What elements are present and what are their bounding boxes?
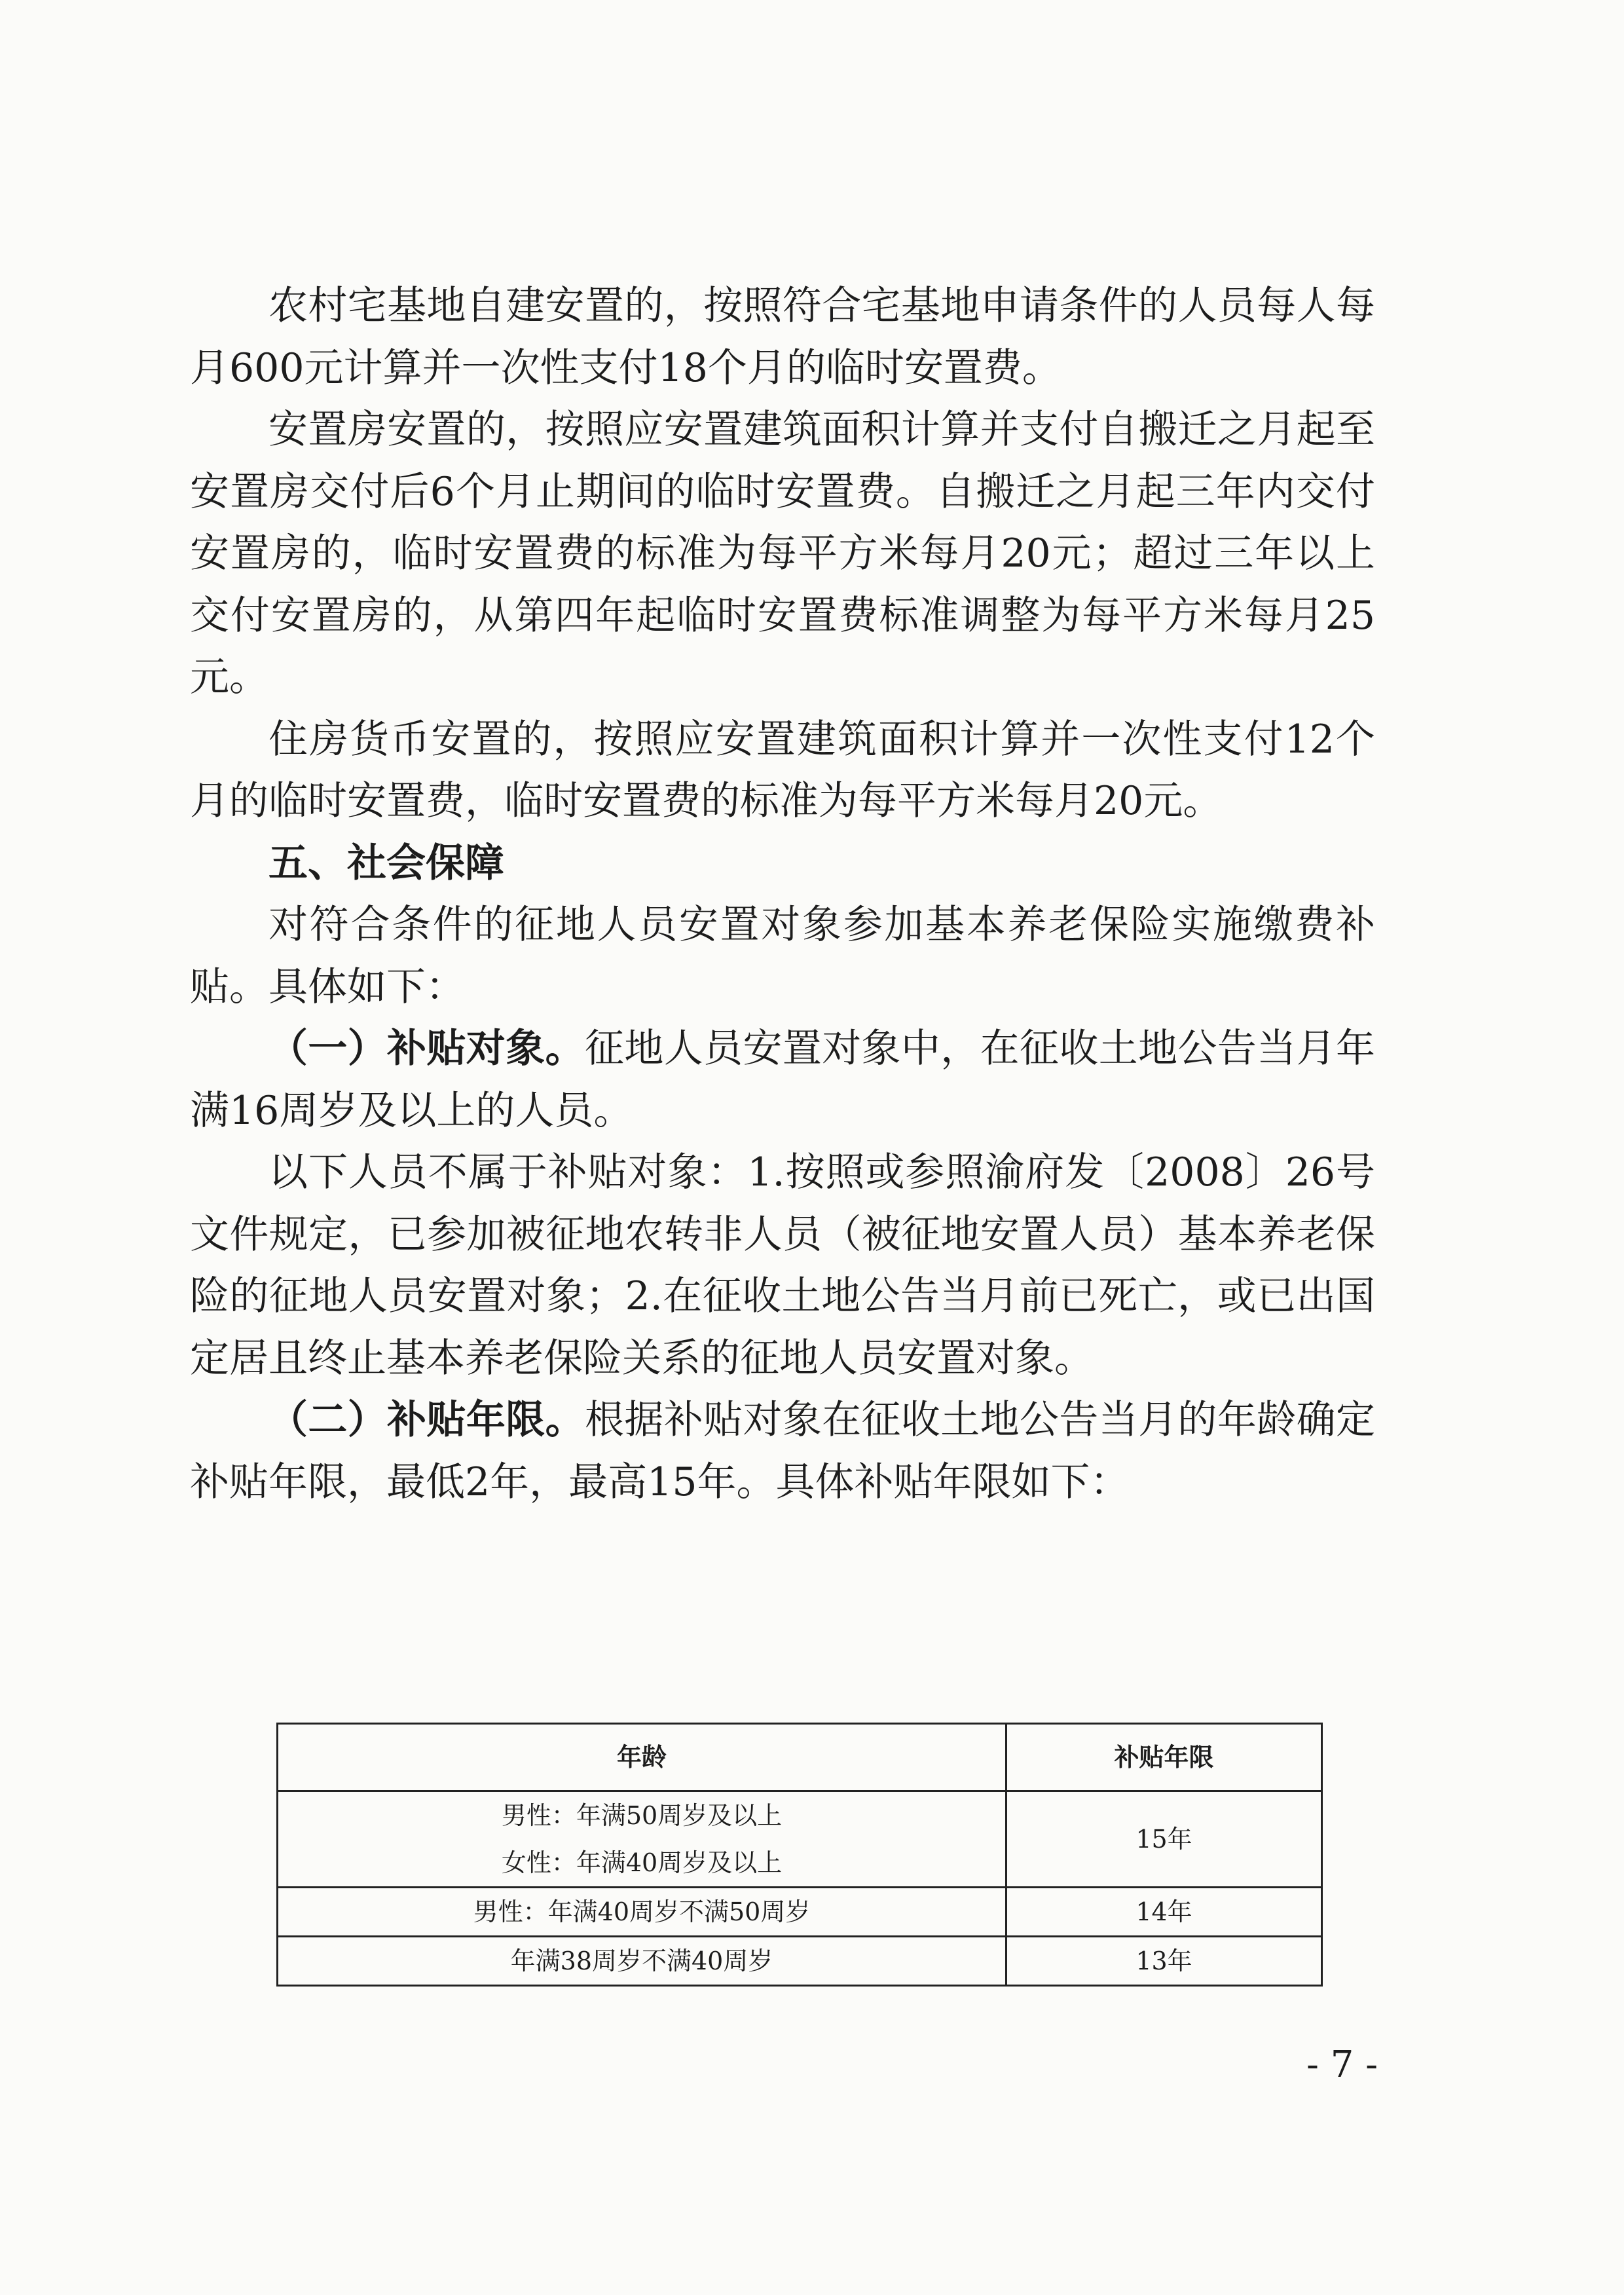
- paragraph-subsidy-intro: 对符合条件的征地人员安置对象参加基本养老保险实施缴费补贴。具体如下：: [190, 902, 1375, 1010]
- paragraph-homestead-resettlement: 农村宅基地自建安置的，按照符合宅基地申请条件的人员每人每月600元计算并一次性支付18个月的临时安置费。: [190, 283, 1375, 391]
- table-header-row: [278, 1724, 1322, 1791]
- age-line: 男性：年满50周岁及以上: [501, 1801, 783, 1830]
- age-cell: 男性：年满40周岁不满50周岁: [278, 1888, 1006, 1937]
- subsidy-target-label: （一）补贴对象。: [268, 1026, 585, 1072]
- years-cell: 15年: [1006, 1791, 1322, 1888]
- subsidy-target-text: 征地人员安置对象中，在征收土地公告当月年满16周岁及以上的人员。: [190, 1026, 1376, 1134]
- subsidy-years-label: （二）补贴年限。: [268, 1397, 585, 1443]
- years-cell: 13年: [1006, 1937, 1322, 1986]
- paragraph-exclusions: 以下人员不属于补贴对象：1.按照或参照渝府发〔2008〕26号文件规定，已参加被征地农转非人员（被征地安置人员）基本养老保险的征地人员安置对象；2.在征收土地公告当月前已死亡，或已出国定居且终止基本养老保险关系的征地人员安置对象。: [190, 1149, 1375, 1381]
- table-row: [278, 1791, 1322, 1888]
- document-body: [190, 275, 1375, 1513]
- subsidy-years-table: [276, 1723, 1323, 1987]
- age-line: 女性：年满40周岁及以上: [501, 1848, 783, 1877]
- paragraph-monetary-resettlement: 住房货币安置的，按照应安置建筑面积计算并一次性支付12个月的临时安置费，临时安置费的标准为每平方米每月20元。: [190, 716, 1375, 824]
- age-cell: [278, 1791, 1006, 1888]
- header-age: 年龄: [278, 1724, 1006, 1791]
- table-row: [278, 1937, 1322, 1986]
- age-cell: 年满38周岁不满40周岁: [278, 1937, 1006, 1986]
- paragraph-subsidy-years: [190, 1389, 1375, 1513]
- paragraph-subsidy-target: [190, 1018, 1375, 1142]
- years-cell: 14年: [1006, 1888, 1322, 1937]
- table-row: [278, 1888, 1322, 1937]
- header-subsidy-years: 补贴年限: [1006, 1724, 1322, 1791]
- page-number: - 7 -: [1306, 2043, 1378, 2086]
- subsidy-years-text: 根据补贴对象在征收土地公告当月的年龄确定补贴年限，最低2年，最高15年。具体补贴年限如下：: [190, 1397, 1376, 1505]
- section-heading-social-security: 五、社会保障: [268, 840, 504, 886]
- paragraph-housing-resettlement: 安置房安置的，按照应安置建筑面积计算并支付自搬迁之月起至安置房交付后6个月止期间的临时安置费。自搬迁之月起三年内交付安置房的，临时安置费的标准为每平方米每月20元；超过三年以上交付安置房的，从第四年起临时安置费标准调整为每平方米每月25元。: [190, 407, 1375, 700]
